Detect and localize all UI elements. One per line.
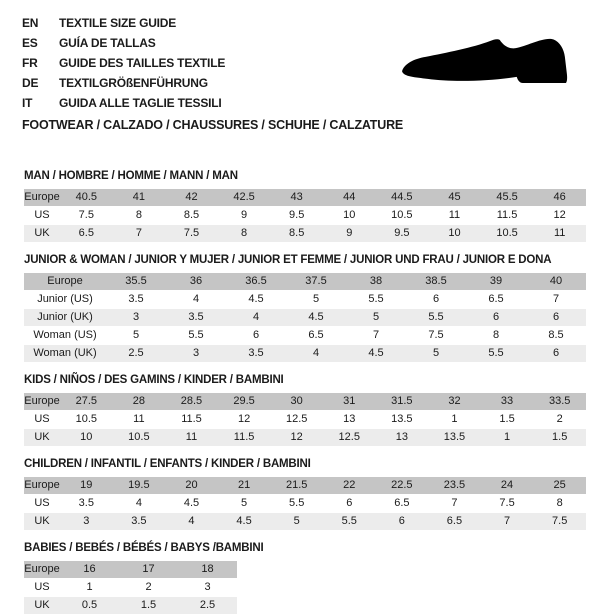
size-cell: 11.5	[218, 429, 271, 447]
size-cell: 9	[323, 225, 376, 243]
size-cell: 3.5	[166, 309, 226, 327]
size-cell: 7	[481, 513, 534, 531]
size-cell: 36	[166, 273, 226, 291]
size-cell: 11	[428, 207, 481, 225]
table-row	[24, 597, 237, 615]
size-cell: 13	[376, 429, 429, 447]
size-cell: 31.5	[376, 393, 429, 411]
row-label: UK	[24, 429, 60, 447]
language-label: TEXTILE SIZE GUIDE	[59, 16, 177, 30]
shoe-icon	[400, 36, 570, 90]
size-cell: 42	[165, 189, 218, 207]
size-cell: 6.5	[428, 513, 481, 531]
size-cell: 10	[428, 225, 481, 243]
table-row	[24, 411, 586, 429]
size-table	[24, 477, 586, 531]
size-cell: 11.5	[481, 207, 534, 225]
size-cell: 4	[113, 495, 166, 513]
size-cell: 13.5	[428, 429, 481, 447]
language-label: GUÍA DE TALLAS	[59, 36, 156, 50]
size-cell: 6	[323, 495, 376, 513]
size-cell: 5	[106, 327, 166, 345]
size-cell: 7	[346, 327, 406, 345]
row-label: Europe	[24, 393, 60, 411]
size-cell: 3	[106, 309, 166, 327]
size-cell: 4	[286, 345, 346, 363]
size-cell: 45	[428, 189, 481, 207]
size-cell: 3.5	[106, 291, 166, 309]
size-cell: 5.5	[270, 495, 323, 513]
size-cell: 18	[178, 561, 237, 579]
language-row	[22, 93, 600, 113]
size-cell: 8.5	[165, 207, 218, 225]
size-cell: 45.5	[481, 189, 534, 207]
table-row	[24, 477, 586, 495]
size-cell: 4	[165, 513, 218, 531]
table-row	[24, 495, 586, 513]
row-label: US	[24, 411, 60, 429]
size-cell: 6	[526, 345, 586, 363]
size-cell: 6.5	[60, 225, 113, 243]
table-row	[24, 291, 586, 309]
row-label: Europe	[24, 273, 106, 291]
size-cell: 9.5	[270, 207, 323, 225]
language-label: GUIDE DES TAILLES TEXTILE	[59, 56, 226, 70]
language-code: DE	[22, 76, 39, 90]
size-cell: 10.5	[376, 207, 429, 225]
size-cell: 5	[406, 345, 466, 363]
table-row	[24, 207, 586, 225]
table-row	[24, 189, 586, 207]
table-row	[24, 225, 586, 243]
size-cell: 1.5	[533, 429, 586, 447]
size-cell: 5	[346, 309, 406, 327]
size-cell: 8.5	[526, 327, 586, 345]
row-label: UK	[24, 225, 60, 243]
language-code: IT	[22, 96, 33, 110]
size-cell: 25	[533, 477, 586, 495]
size-cell: 38	[346, 273, 406, 291]
size-cell: 5	[286, 291, 346, 309]
size-cell: 13.5	[376, 411, 429, 429]
size-cell: 1	[60, 579, 119, 597]
size-cell: 7.5	[165, 225, 218, 243]
language-code: ES	[22, 36, 38, 50]
size-cell: 7	[113, 225, 166, 243]
size-cell: 37.5	[286, 273, 346, 291]
size-cell: 39	[466, 273, 526, 291]
size-cell: 7.5	[481, 495, 534, 513]
size-cell: 10	[323, 207, 376, 225]
table-row	[24, 327, 586, 345]
row-label: Woman (US)	[24, 327, 106, 345]
size-cell: 40.5	[60, 189, 113, 207]
size-cell: 6.5	[466, 291, 526, 309]
row-label: Junior (US)	[24, 291, 106, 309]
size-cell: 41	[113, 189, 166, 207]
size-cell: 33.5	[533, 393, 586, 411]
size-cell: 17	[119, 561, 178, 579]
size-section	[24, 254, 600, 363]
size-cell: 10.5	[113, 429, 166, 447]
size-cell: 4	[166, 291, 226, 309]
table-row	[24, 429, 586, 447]
size-cell: 3	[60, 513, 113, 531]
size-table	[24, 393, 586, 447]
size-section	[24, 170, 600, 243]
size-section	[24, 374, 600, 447]
size-cell: 6	[466, 309, 526, 327]
size-table	[24, 189, 586, 243]
size-cell: 11	[533, 225, 586, 243]
size-cell: 7.5	[406, 327, 466, 345]
size-cell: 5.5	[346, 291, 406, 309]
size-cell: 2.5	[106, 345, 166, 363]
size-cell: 2	[119, 579, 178, 597]
size-cell: 38.5	[406, 273, 466, 291]
size-cell: 31	[323, 393, 376, 411]
size-cell: 3.5	[60, 495, 113, 513]
language-code: FR	[22, 56, 38, 70]
size-table	[24, 561, 237, 615]
size-cell: 13	[323, 411, 376, 429]
size-cell: 1.5	[481, 411, 534, 429]
size-cell: 6.5	[286, 327, 346, 345]
section-title: CHILDREN / INFANTIL / ENFANTS / KINDER / BAMBINI	[24, 458, 311, 470]
table-row	[24, 561, 237, 579]
size-cell: 27.5	[60, 393, 113, 411]
size-cell: 35.5	[106, 273, 166, 291]
size-cell: 22	[323, 477, 376, 495]
size-cell: 28.5	[165, 393, 218, 411]
size-cell: 44	[323, 189, 376, 207]
size-cell: 8	[466, 327, 526, 345]
size-cell: 7.5	[533, 513, 586, 531]
size-cell: 0.5	[60, 597, 119, 615]
table-row	[24, 393, 586, 411]
size-cell: 16	[60, 561, 119, 579]
size-cell: 20	[165, 477, 218, 495]
size-cell: 4.5	[286, 309, 346, 327]
size-cell: 6	[226, 327, 286, 345]
size-cell: 12.5	[270, 411, 323, 429]
size-cell: 8	[113, 207, 166, 225]
row-label: UK	[24, 597, 60, 615]
size-cell: 8	[218, 225, 271, 243]
row-label: US	[24, 207, 60, 225]
size-cell: 12	[270, 429, 323, 447]
size-cell: 32	[428, 393, 481, 411]
size-cell: 11.5	[165, 411, 218, 429]
size-cell: 44.5	[376, 189, 429, 207]
section-title: BABIES / BEBÉS / BÉBÉS / BABYS /BAMBINI	[24, 542, 264, 554]
size-cell: 3.5	[113, 513, 166, 531]
table-row	[24, 273, 586, 291]
size-section	[24, 542, 600, 615]
row-label: Europe	[24, 189, 60, 207]
size-cell: 29.5	[218, 393, 271, 411]
size-cell: 46	[533, 189, 586, 207]
size-cell: 43	[270, 189, 323, 207]
row-label: Europe	[24, 561, 60, 579]
size-cell: 11	[165, 429, 218, 447]
size-cell: 10	[60, 429, 113, 447]
size-cell: 21	[218, 477, 271, 495]
size-cell: 6	[526, 309, 586, 327]
size-cell: 1	[428, 411, 481, 429]
size-section	[24, 458, 600, 531]
table-row	[24, 345, 586, 363]
table-row	[24, 513, 586, 531]
size-cell: 3.5	[226, 345, 286, 363]
size-cell: 6	[376, 513, 429, 531]
size-cell: 4.5	[346, 345, 406, 363]
size-cell: 19.5	[113, 477, 166, 495]
size-cell: 4	[226, 309, 286, 327]
size-cell: 5	[218, 495, 271, 513]
section-title: MAN / HOMBRE / HOMME / MANN / MAN	[24, 170, 238, 182]
size-cell: 8	[533, 495, 586, 513]
size-cell: 7	[428, 495, 481, 513]
size-cell: 12.5	[323, 429, 376, 447]
row-label: US	[24, 495, 60, 513]
size-cell: 11	[113, 411, 166, 429]
size-cell: 3	[166, 345, 226, 363]
size-cell: 19	[60, 477, 113, 495]
section-title: KIDS / NIÑOS / DES GAMINS / KINDER / BAMBINI	[24, 374, 284, 386]
size-cell: 4.5	[226, 291, 286, 309]
size-cell: 1.5	[119, 597, 178, 615]
size-cell: 6	[406, 291, 466, 309]
size-cell: 6.5	[376, 495, 429, 513]
size-cell: 8.5	[270, 225, 323, 243]
size-cell: 5.5	[406, 309, 466, 327]
size-cell: 7.5	[60, 207, 113, 225]
size-cell: 5.5	[166, 327, 226, 345]
size-cell: 24	[481, 477, 534, 495]
language-label: TEXTILGRÖßENFÜHRUNG	[59, 76, 208, 90]
size-cell: 10.5	[481, 225, 534, 243]
row-label: Junior (UK)	[24, 309, 106, 327]
size-cell: 5	[270, 513, 323, 531]
size-table	[24, 273, 586, 363]
table-row	[24, 309, 586, 327]
size-cell: 40	[526, 273, 586, 291]
size-cell: 4.5	[218, 513, 271, 531]
row-label: UK	[24, 513, 60, 531]
size-cell: 21.5	[270, 477, 323, 495]
size-cell: 2.5	[178, 597, 237, 615]
size-cell: 9.5	[376, 225, 429, 243]
size-tables	[24, 170, 600, 615]
row-label: Europe	[24, 477, 60, 495]
section-title: JUNIOR & WOMAN / JUNIOR Y MUJER / JUNIOR ET FEMME / JUNIOR UND FRAU / JUNIOR E DONA	[24, 254, 552, 266]
size-cell: 7	[526, 291, 586, 309]
size-cell: 12	[218, 411, 271, 429]
size-cell: 23.5	[428, 477, 481, 495]
size-cell: 1	[481, 429, 534, 447]
size-cell: 5.5	[466, 345, 526, 363]
size-cell: 9	[218, 207, 271, 225]
language-row	[22, 13, 600, 33]
table-row	[24, 579, 237, 597]
size-cell: 28	[113, 393, 166, 411]
size-cell: 30	[270, 393, 323, 411]
size-cell: 22.5	[376, 477, 429, 495]
size-cell: 42.5	[218, 189, 271, 207]
size-cell: 2	[533, 411, 586, 429]
size-cell: 3	[178, 579, 237, 597]
language-label: GUIDA ALLE TAGLIE TESSILI	[59, 96, 222, 110]
size-cell: 10.5	[60, 411, 113, 429]
size-cell: 33	[481, 393, 534, 411]
category-title: FOOTWEAR / CALZADO / CHAUSSURES / SCHUHE / CALZATURE	[22, 118, 404, 132]
size-cell: 12	[533, 207, 586, 225]
language-code: EN	[22, 16, 39, 30]
row-label: Woman (UK)	[24, 345, 106, 363]
size-cell: 36.5	[226, 273, 286, 291]
size-cell: 4.5	[165, 495, 218, 513]
row-label: US	[24, 579, 60, 597]
size-cell: 5.5	[323, 513, 376, 531]
